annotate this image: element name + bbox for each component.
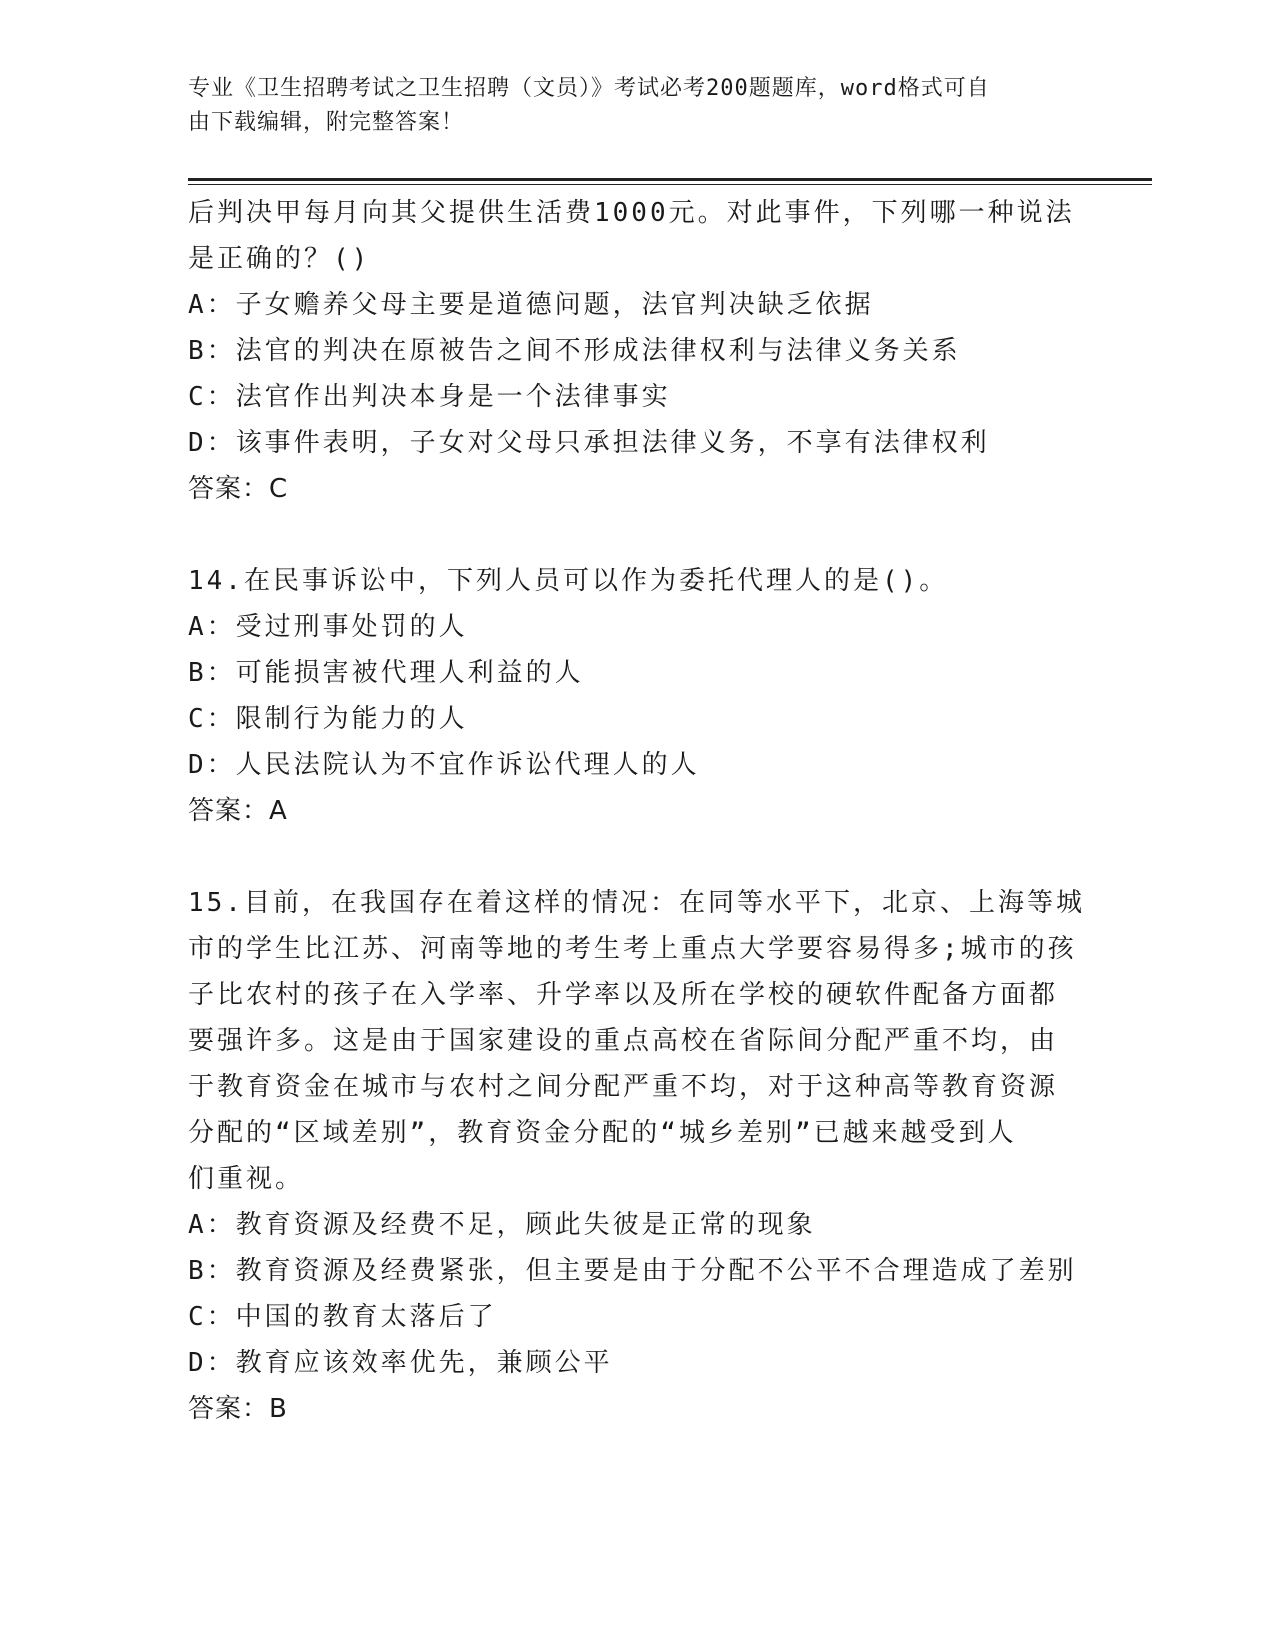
- option-c: C：限制行为能力的人: [188, 704, 468, 734]
- option-c: C：中国的教育太落后了: [188, 1302, 497, 1332]
- answer-label: 答案：C: [188, 474, 289, 504]
- header-line-2: 由下载编辑，附完整答案！: [188, 110, 465, 135]
- question-stem-line: 分配的“区域差别”，教育资金分配的“城乡差别”已越来越受到人: [188, 1118, 1017, 1148]
- question-stem-line: 于教育资金在城市与农村之间分配严重不均，对于这种高等教育资源: [188, 1072, 1059, 1102]
- option-d: D：教育应该效率优先，兼顾公平: [188, 1348, 613, 1378]
- option-b: B：法官的判决在原被告之间不形成法律权利与法律义务关系: [188, 336, 961, 366]
- answer-label: 答案：A: [188, 796, 288, 826]
- document-header: [188, 72, 1068, 140]
- header-divider-thick: [188, 178, 1152, 181]
- option-b: B：教育资源及经费紧张，但主要是由于分配不公平不合理造成了差别: [188, 1256, 1077, 1286]
- question-stem-line: 是正确的？(): [188, 244, 371, 274]
- option-a: A：子女赡养父母主要是道德问题，法官判决缺乏依据: [188, 290, 874, 320]
- question-stem-line: 15.目前，在我国存在着这样的情况：在同等水平下，北京、上海等城: [188, 888, 1085, 918]
- question-14: [188, 558, 1088, 834]
- question-stem-line: 要强许多。这是由于国家建设的重点高校在省际间分配严重不均，由: [188, 1026, 1059, 1056]
- option-a: A：受过刑事处罚的人: [188, 612, 468, 642]
- answer-label: 答案：B: [188, 1394, 288, 1424]
- question-15: [188, 880, 1088, 1432]
- question-stem-line: 市的学生比江苏、河南等地的考生考上重点大学要容易得多;城市的孩: [188, 934, 1077, 964]
- header-divider-thin: [188, 184, 1152, 185]
- question-stem-line: 子比农村的孩子在入学率、升学率以及所在学校的硬软件配备方面都: [188, 980, 1059, 1010]
- question-stem-line: 14.在民事诉讼中，下列人员可以作为委托代理人的是()。: [188, 566, 949, 596]
- question-list: [188, 190, 1088, 1478]
- header-line-1: 专业《卫生招聘考试之卫生招聘（文员）》考试必考200题题库，word格式可自: [188, 76, 990, 101]
- question-stem-line: 们重视。: [188, 1164, 305, 1194]
- option-a: A：教育资源及经费不足，顾此失彼是正常的现象: [188, 1210, 816, 1240]
- option-d: D：该事件表明，子女对父母只承担法律义务，不享有法律权利: [188, 428, 990, 458]
- question-13: [188, 190, 1088, 512]
- option-c: C：法官作出判决本身是一个法律事实: [188, 382, 671, 412]
- option-d: D：人民法院认为不宜作诉讼代理人的人: [188, 750, 700, 780]
- option-b: B：可能损害被代理人利益的人: [188, 658, 584, 688]
- question-stem-line: 后判决甲每月向其父提供生活费1000元。对此事件，下列哪一种说法: [188, 198, 1075, 228]
